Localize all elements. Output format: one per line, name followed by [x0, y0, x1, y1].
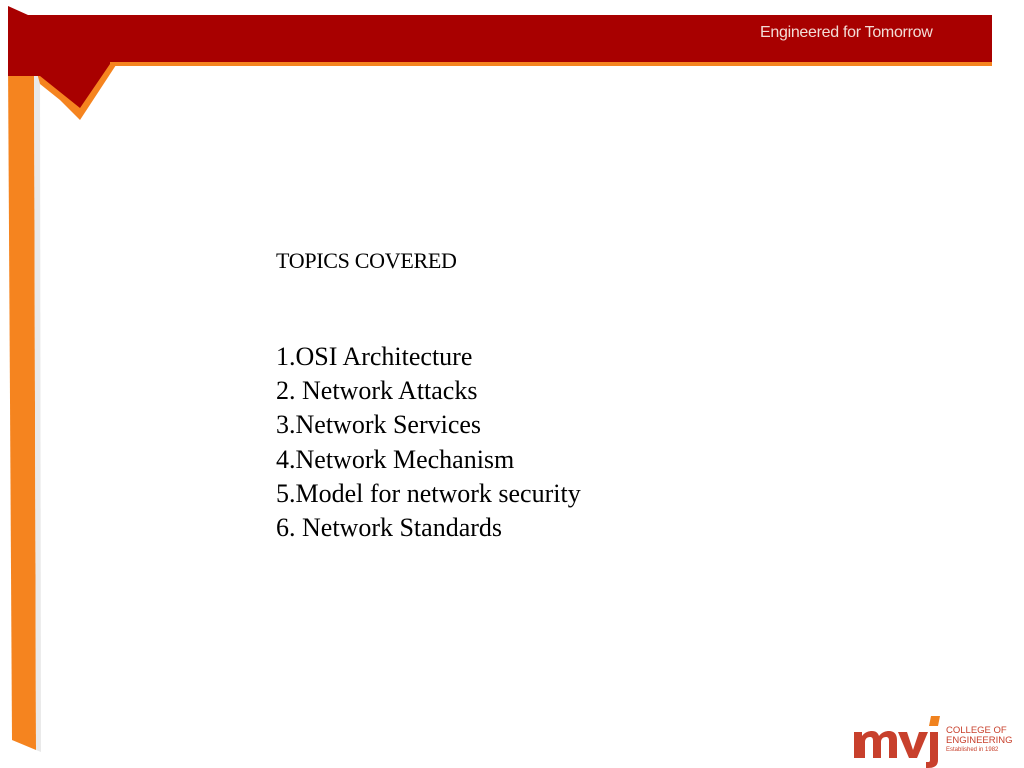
logo-text [946, 726, 1013, 754]
slide-content [276, 246, 836, 545]
topic-item: 4.Network Mechanism [276, 444, 515, 474]
banner-underline [110, 62, 992, 66]
red-banner [8, 6, 992, 108]
logo-line-college-of: COLLEGE OF [946, 725, 1007, 736]
header-tagline: Engineered for Tomorrow [760, 24, 933, 41]
logo-established: Established in 1982 [946, 747, 999, 753]
left-orange-bar [8, 62, 36, 750]
mvj-logo-icon [852, 712, 944, 768]
topic-item: 6. Network Standards [276, 513, 503, 543]
college-logo [852, 712, 1017, 768]
slide-heading: TOPICS COVERED [276, 248, 457, 273]
topic-item: 2. Network Attacks [276, 376, 478, 406]
topic-item: 1.OSI Architecture [276, 342, 473, 371]
topic-list [276, 340, 836, 545]
logo-line-engineering: ENGINEERING [946, 735, 1013, 746]
topic-item: 5.Model for network security [276, 478, 581, 508]
topic-item: 3.Network Services [276, 410, 482, 440]
